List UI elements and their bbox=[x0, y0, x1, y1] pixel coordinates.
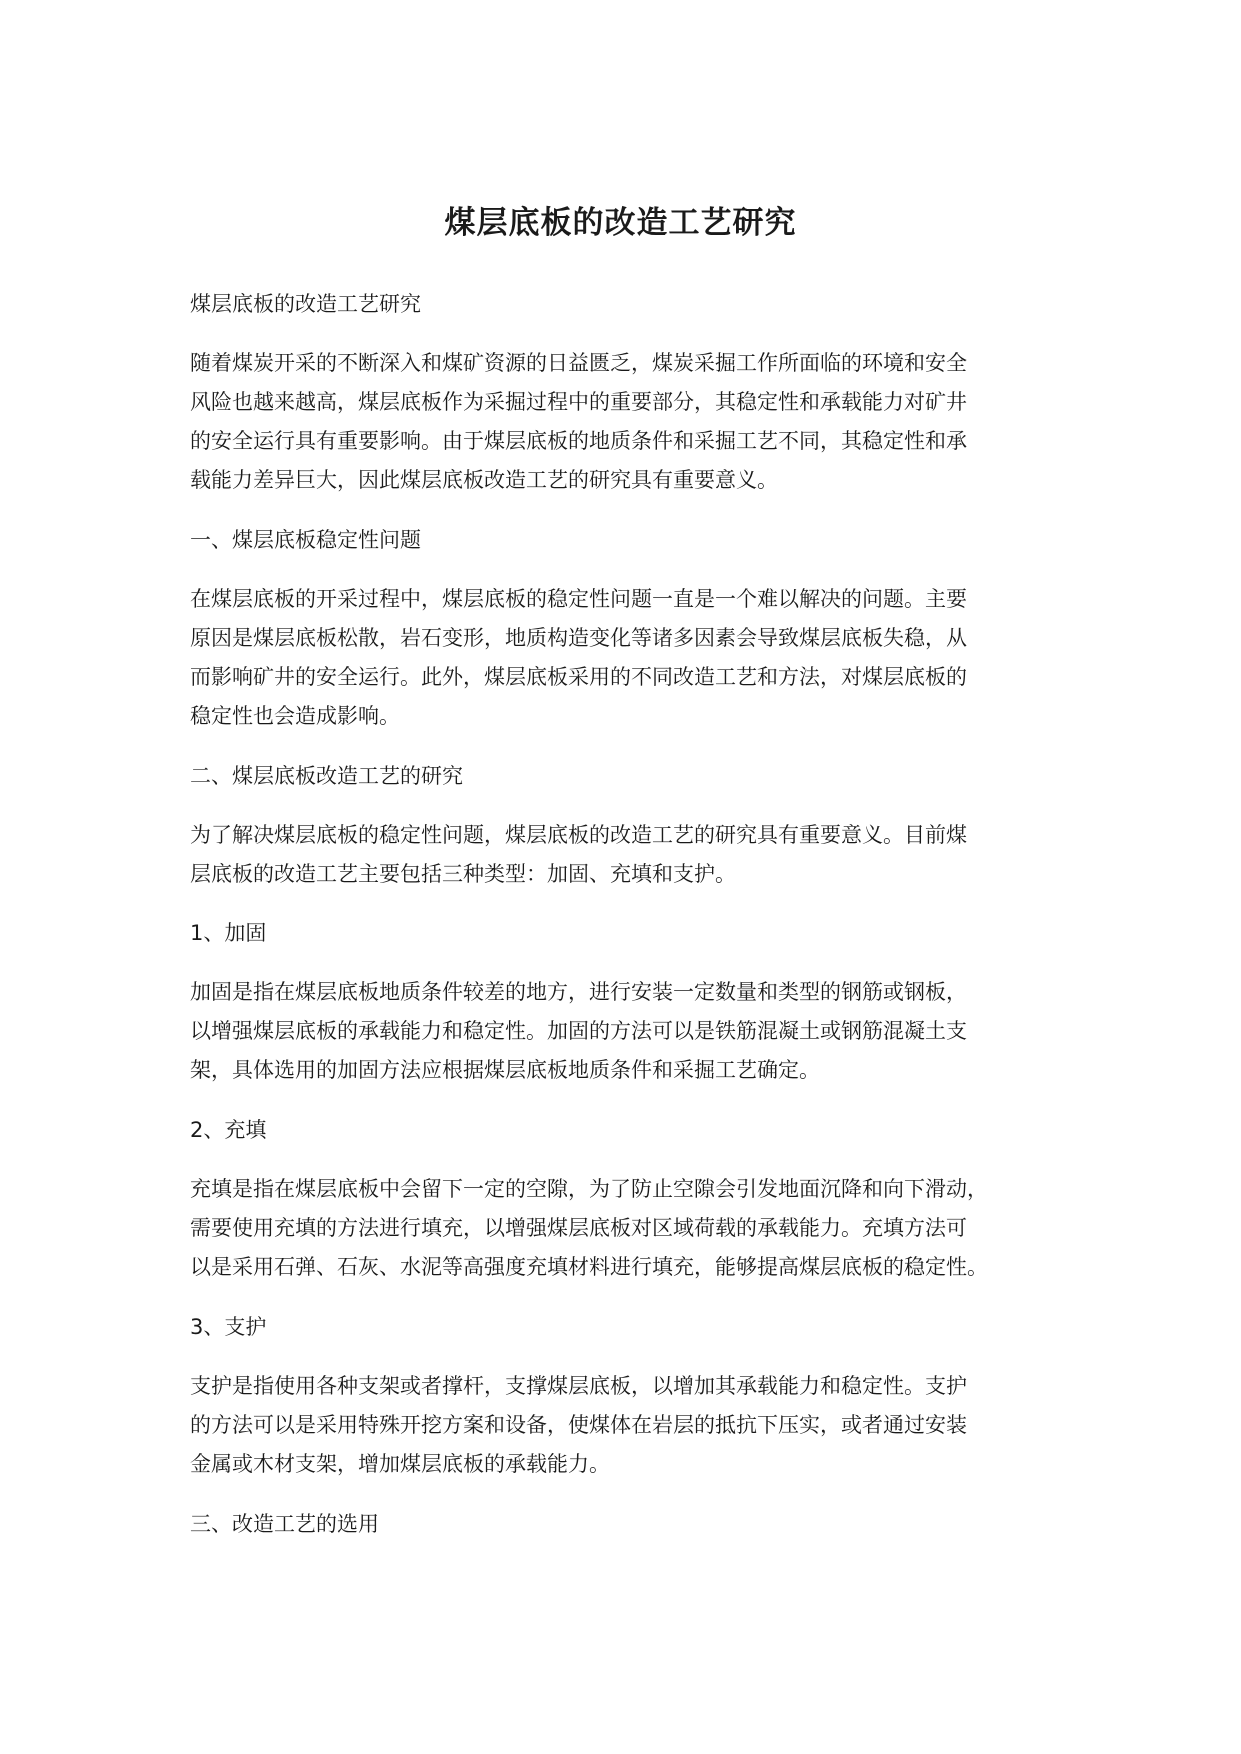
paragraph-line: 金属或木材支架，增加煤层底板的承载能力。 bbox=[190, 1452, 610, 1476]
section2-paragraph bbox=[190, 816, 1080, 894]
paragraph-line: 的安全运行具有重要影响。由于煤层底板的地质条件和采掘工艺不同，其稳定性和承 bbox=[190, 429, 967, 453]
paragraph-line: 原因是煤层底板松散，岩石变形，地质构造变化等诸多因素会导致煤层底板失稳，从 bbox=[190, 626, 967, 650]
item-heading-1: 1、加固 bbox=[190, 921, 267, 945]
item1-paragraph bbox=[190, 973, 1080, 1090]
paragraph-line: 在煤层底板的开采过程中，煤层底板的稳定性问题一直是一个难以解决的问题。主要 bbox=[190, 587, 967, 611]
item2-paragraph bbox=[190, 1170, 1080, 1287]
paragraph-line: 架，具体选用的加固方法应根据煤层底板地质条件和采掘工艺确定。 bbox=[190, 1058, 820, 1082]
item-heading-3: 3、支护 bbox=[190, 1315, 267, 1339]
paragraph-line: 为了解决煤层底板的稳定性问题，煤层底板的改造工艺的研究具有重要意义。目前煤 bbox=[190, 823, 967, 847]
paragraph-line: 而影响矿井的安全运行。此外，煤层底板采用的不同改造工艺和方法，对煤层底板的 bbox=[190, 665, 967, 689]
intro-paragraph bbox=[190, 344, 1080, 500]
section1-paragraph bbox=[190, 580, 1080, 736]
paragraph-line: 需要使用充填的方法进行填充，以增强煤层底板对区域荷载的承载能力。充填方法可 bbox=[190, 1216, 967, 1240]
paragraph-line: 以增强煤层底板的承载能力和稳定性。加固的方法可以是铁筋混凝土或钢筋混凝土支 bbox=[190, 1019, 967, 1043]
item3-paragraph bbox=[190, 1367, 1080, 1484]
section-heading-1: 一、煤层底板稳定性问题 bbox=[190, 528, 421, 552]
document-title: 煤层底板的改造工艺研究 bbox=[444, 204, 797, 241]
paragraph-line: 稳定性也会造成影响。 bbox=[190, 704, 400, 728]
paragraph-line: 支护是指使用各种支架或者撑杆，支撑煤层底板，以增加其承载能力和稳定性。支护 bbox=[190, 1374, 967, 1398]
paragraph-line: 充填是指在煤层底板中会留下一定的空隙，为了防止空隙会引发地面沉降和向下滑动， bbox=[190, 1177, 988, 1201]
document-subtitle: 煤层底板的改造工艺研究 bbox=[190, 292, 421, 316]
item-heading-2: 2、充填 bbox=[190, 1118, 267, 1142]
paragraph-line: 风险也越来越高，煤层底板作为采掘过程中的重要部分，其稳定性和承载能力对矿井 bbox=[190, 390, 967, 414]
paragraph-line: 随着煤炭开采的不断深入和煤矿资源的日益匮乏，煤炭采掘工作所面临的环境和安全 bbox=[190, 351, 967, 375]
paragraph-line: 层底板的改造工艺主要包括三种类型：加固、充填和支护。 bbox=[190, 862, 736, 886]
paragraph-line: 载能力差异巨大，因此煤层底板改造工艺的研究具有重要意义。 bbox=[190, 468, 778, 492]
section-heading-3: 三、改造工艺的选用 bbox=[190, 1512, 379, 1536]
paragraph-line: 以是采用石弹、石灰、水泥等高强度充填材料进行填充，能够提高煤层底板的稳定性。 bbox=[190, 1255, 988, 1279]
section-heading-2: 二、煤层底板改造工艺的研究 bbox=[190, 764, 463, 788]
paragraph-line: 加固是指在煤层底板地质条件较差的地方，进行安装一定数量和类型的钢筋或钢板， bbox=[190, 980, 967, 1004]
paragraph-line: 的方法可以是采用特殊开挖方案和设备，使煤体在岩层的抵抗下压实，或者通过安装 bbox=[190, 1413, 967, 1437]
